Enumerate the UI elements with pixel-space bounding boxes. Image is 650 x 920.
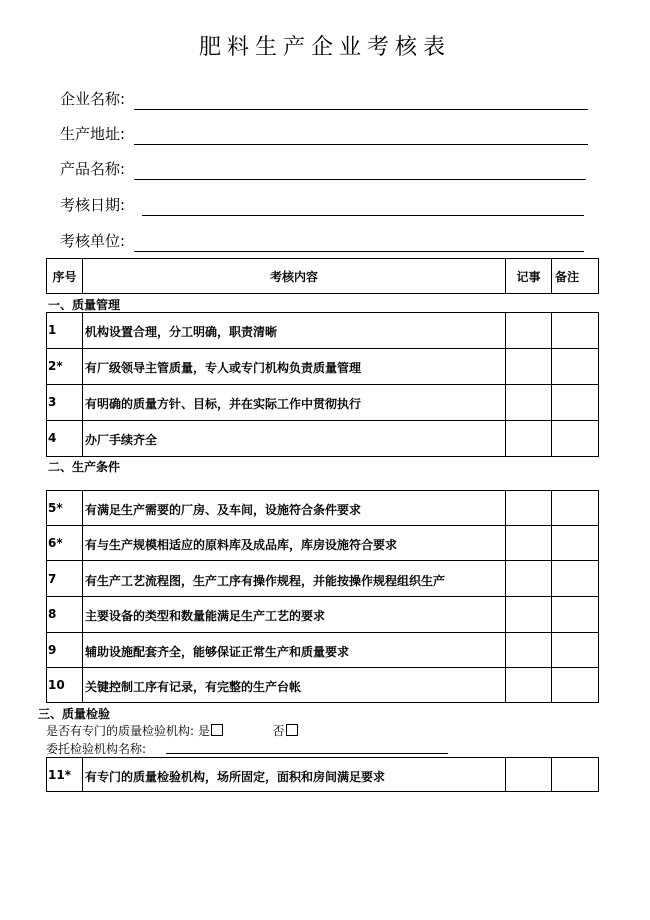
entrusted-line[interactable]: [166, 753, 448, 754]
product-line: [134, 179, 586, 180]
row-no: 5*: [48, 501, 63, 515]
product-field[interactable]: [60, 158, 588, 180]
remark-cell[interactable]: [551, 757, 599, 792]
row-content: 有厂级领导主管质量，专人或专门机构负责质量管理: [85, 361, 362, 375]
remark-cell[interactable]: [551, 560, 599, 597]
entrusted-label: 委托检验机构名称:: [46, 742, 147, 756]
inspection-question: 是否有专门的质量检验机构:: [46, 724, 195, 738]
row-no: 3: [48, 395, 57, 409]
row-no: 7: [48, 572, 57, 586]
row-content: 辅助设施配套齐全，能够保证正常生产和质量要求: [85, 645, 350, 659]
row-no: 11*: [48, 768, 71, 782]
record-cell[interactable]: [505, 525, 552, 561]
record-cell[interactable]: [505, 560, 552, 597]
section-quality-inspection: 三、质量检验: [38, 707, 111, 721]
date-field[interactable]: [60, 194, 588, 216]
unit-line: [134, 251, 584, 252]
row-no: 4: [48, 431, 57, 445]
company-name-field[interactable]: [60, 88, 588, 110]
product-label: 产品名称:: [60, 160, 126, 178]
row-content: 办厂手续齐全: [85, 433, 158, 447]
yes-label: 是: [197, 724, 210, 738]
row-no: 2*: [48, 359, 63, 373]
header-content: 考核内容: [82, 258, 506, 294]
yes-checkbox[interactable]: [211, 724, 223, 736]
row-no: 9: [48, 643, 57, 657]
address-label: 生产地址:: [60, 125, 126, 143]
remark-cell[interactable]: [551, 667, 599, 703]
row-no: 6*: [48, 536, 63, 550]
header-remark: 备注: [551, 258, 599, 294]
record-cell[interactable]: [505, 596, 552, 633]
record-cell[interactable]: [505, 312, 552, 349]
no-checkbox[interactable]: [286, 724, 298, 736]
remark-cell[interactable]: [551, 312, 599, 349]
remark-cell[interactable]: [551, 490, 599, 526]
row-content: 有满足生产需要的厂房、及车间，设施符合条件要求: [85, 503, 362, 517]
unit-field[interactable]: [60, 230, 588, 252]
remark-cell[interactable]: [551, 420, 599, 457]
record-cell[interactable]: [505, 490, 552, 526]
remark-cell[interactable]: [551, 348, 599, 385]
date-line: [142, 215, 584, 216]
record-cell[interactable]: [505, 632, 552, 668]
header-record: 记事: [505, 258, 552, 294]
remark-cell[interactable]: [551, 632, 599, 668]
record-cell[interactable]: [505, 667, 552, 703]
page-title: 肥料生产企业考核表: [198, 35, 451, 60]
row-content: 机构设置合理，分工明确，职责清晰: [85, 325, 278, 339]
remark-cell[interactable]: [551, 596, 599, 633]
record-cell[interactable]: [505, 757, 552, 792]
row-content: 关键控制工序有记录，有完整的生产台帐: [85, 680, 302, 694]
no-label: 否: [272, 724, 285, 738]
record-cell[interactable]: [505, 420, 552, 457]
record-cell[interactable]: [505, 384, 552, 421]
header-no: 序号: [46, 258, 83, 294]
row-no: 1: [48, 323, 57, 337]
unit-label: 考核单位:: [60, 232, 126, 250]
inspection-question-row: [46, 722, 298, 739]
row-content: 有与生产规模相适应的原料库及成品库，库房设施符合要求: [85, 538, 398, 552]
date-label: 考核日期:: [60, 196, 126, 214]
address-line: [134, 144, 588, 145]
section-quality-management: 一、质量管理: [48, 298, 121, 312]
company-name-line: [134, 109, 588, 110]
row-content: 有生产工艺流程图，生产工序有操作规程，并能按操作规程组织生产: [85, 574, 446, 588]
row-content: 有专门的质量检验机构，场所固定，面积和房间满足要求: [85, 770, 386, 784]
remark-cell[interactable]: [551, 384, 599, 421]
row-no: 10: [48, 678, 65, 692]
row-content: 主要设备的类型和数量能满足生产工艺的要求: [85, 609, 326, 623]
record-cell[interactable]: [505, 348, 552, 385]
remark-cell[interactable]: [551, 525, 599, 561]
section-production-conditions: 二、生产条件: [48, 460, 121, 474]
row-no: 8: [48, 607, 57, 621]
company-name-label: 企业名称:: [60, 90, 126, 108]
row-content: 有明确的质量方针、目标，并在实际工作中贯彻执行: [85, 397, 362, 411]
address-field[interactable]: [60, 123, 588, 145]
